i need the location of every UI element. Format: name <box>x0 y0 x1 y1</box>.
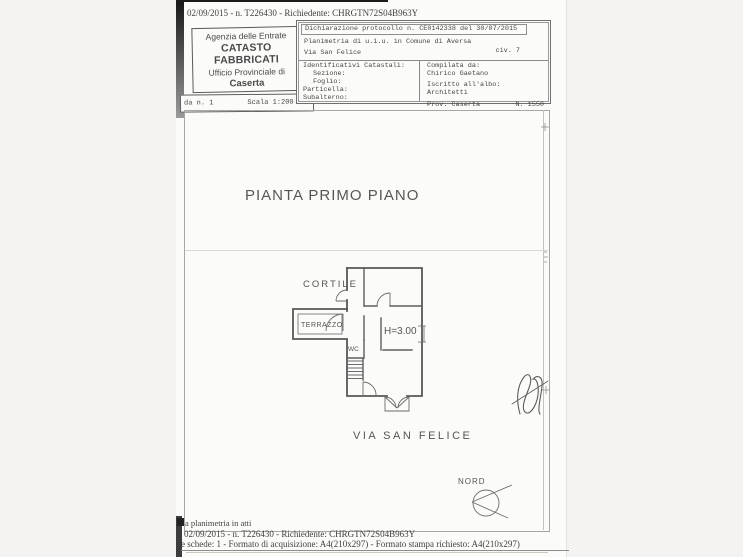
footer-requester-line: 02/09/2015 - n. T226430 - Richiedente: CHRGTN72S04B963Y <box>184 529 416 539</box>
compiled-by-label: Compilata da: <box>427 62 481 70</box>
north-label: NORD <box>458 477 486 486</box>
wc-label: WC <box>348 346 359 353</box>
register-number: N. 1550 <box>515 101 544 109</box>
province: Prov. Caserta <box>427 101 481 109</box>
catasto-title: CATASTO FABBRICATI <box>213 40 280 67</box>
terrazzo-label: TERRAZZO <box>301 322 343 329</box>
signature-mark <box>512 375 548 414</box>
register-label: Iscritto all'albo: <box>427 81 501 89</box>
cortile-label: CORTILE <box>303 279 359 290</box>
office-city: Caserta <box>229 77 265 89</box>
stairs <box>348 361 363 379</box>
sheet-number: da n. 1 <box>183 99 214 108</box>
cadastral-title: Identificativi Catastali: <box>303 62 405 70</box>
protocol-line: Dichiarazione protocollo n. CE0142338 del 30/07/2015 <box>301 24 527 35</box>
registration-ticks <box>541 123 550 394</box>
interior-walls <box>347 268 422 380</box>
room-height-label: H=3.00 <box>384 326 417 337</box>
requester-line: 02/09/2015 - n. T226430 - Richiedente: CHRGTN72S04B963Y <box>187 8 419 18</box>
north-indicator <box>472 485 512 518</box>
agency-name: Agenzia delle Entrate <box>205 29 287 42</box>
field-sezione: Sezione: <box>313 70 346 78</box>
street-label: VIA SAN FELICE <box>353 430 473 442</box>
compiler-name: Chirico Gaetano <box>427 70 489 78</box>
civic-number: civ. 7 <box>495 47 520 55</box>
planimetria-line: Planimetria di u.i.u. in Comune di Aversa <box>304 38 472 46</box>
scale-value: Scala 1:200 <box>247 98 294 107</box>
register-value: Architetti <box>427 89 468 97</box>
plan-labels <box>301 279 486 486</box>
office-line: Ufficio Provinciale di <box>208 65 286 78</box>
street-line: Via San Felice <box>304 49 362 57</box>
plan-title: PIANTA PRIMO PIANO <box>245 187 420 204</box>
footer-note: a planimetria in atti <box>185 518 252 528</box>
field-subalterno: Subalterno: <box>303 94 348 102</box>
footer-format-line: e schede: 1 - Formato di acquisizione: A4(210x297) - Formato stampa richiesto: A4(210x297) <box>181 539 569 551</box>
field-particella: Particella: <box>303 86 348 94</box>
field-foglio: Foglio: <box>313 78 342 86</box>
